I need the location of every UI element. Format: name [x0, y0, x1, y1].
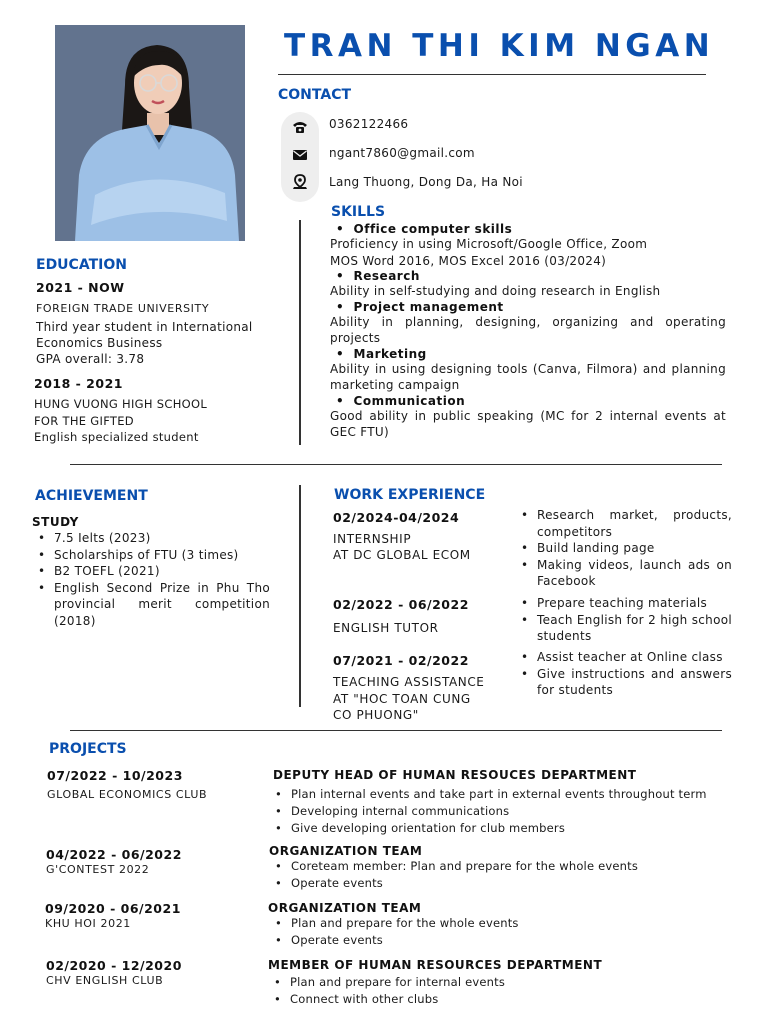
list-item: • Making videos, launch ads on Facebook: [515, 557, 732, 590]
work-role: INTERNSHIP: [333, 532, 412, 546]
list-item: • Operate events: [269, 932, 739, 949]
project-tasks-1: [269, 786, 739, 837]
contact-heading: CONTACT: [278, 87, 352, 103]
skill-title: • Communication: [336, 393, 466, 408]
education-school: HUNG VUONG HIGH SCHOOL: [34, 397, 208, 411]
project-org: GLOBAL ECONOMICS CLUB: [47, 788, 208, 801]
list-item: • English Second Prize in Phu Tho provincial merit competition (2018): [32, 580, 270, 630]
skills-heading: SKILLS: [331, 204, 386, 220]
project-entry-1: [47, 768, 262, 801]
project-tasks-2: [269, 858, 739, 892]
skill-desc: Ability in planning, designing, organizing and operating projects: [330, 314, 726, 345]
work-period: 07/2021 - 02/2022: [333, 653, 469, 668]
skill-title: • Office computer skills: [336, 222, 513, 236]
achievement-subheading: STUDY: [32, 515, 79, 529]
education-heading: EDUCATION: [36, 257, 127, 273]
column-divider-middle: [299, 485, 301, 707]
education-school: FOREIGN TRADE UNIVERSITY: [36, 302, 210, 315]
work-period: 02/2022 - 06/2022: [333, 597, 469, 612]
project-period: 07/2022 - 10/2023: [47, 768, 183, 783]
work-role: ENGLISH TUTOR: [333, 621, 439, 635]
column-divider-top: [299, 220, 301, 445]
list-item: • Teach English for 2 high school students: [515, 612, 732, 645]
education-detail: Third year student in International Economics Business: [36, 320, 253, 350]
skill-desc: Ability in using designing tools (Canva, Filmora) and planning marketing campaign: [330, 361, 726, 392]
section-divider-2: [70, 730, 722, 731]
skill-title: • Research: [336, 269, 420, 283]
list-item: • Assist teacher at Online class: [515, 649, 732, 666]
education-detail: GPA overall: 3.78: [36, 352, 145, 366]
list-item: • Operate events: [269, 875, 739, 892]
project-role: DEPUTY HEAD OF HUMAN RESOUCES DEPARTMENT: [273, 768, 637, 782]
work-role: CO PHUONG": [333, 708, 419, 722]
projects-heading: PROJECTS: [49, 741, 127, 757]
phone-icon: [290, 118, 310, 136]
work-heading: WORK EXPERIENCE: [334, 487, 486, 503]
mail-icon: [290, 146, 310, 164]
list-item: • Developing internal communications: [269, 803, 739, 820]
list-item: • Plan internal events and take part in external events throughout term: [269, 786, 739, 803]
project-entry-3: [45, 901, 260, 930]
education-section: [36, 280, 272, 446]
education-period: 2018 - 2021: [34, 376, 123, 391]
work-tasks-2: [515, 595, 732, 645]
list-item: • Research market, products, competitors: [515, 507, 732, 540]
education-detail: FOR THE GIFTED: [34, 413, 134, 428]
list-item: • 7.5 Ielts (2023): [32, 530, 270, 547]
project-org: KHU HOI 2021: [45, 917, 131, 930]
skill-desc: Good ability in public speaking (MC for 2 internal events at GEC FTU): [330, 408, 726, 439]
work-tasks-3: [515, 649, 732, 699]
contact-email[interactable]: ngant7860@gmail.com: [329, 146, 475, 160]
work-period: 02/2024-04/2024: [333, 510, 460, 525]
work-entry-3: [333, 653, 513, 724]
work-entry-2: [333, 597, 513, 636]
skill-title: • Project management: [336, 299, 504, 314]
contact-phone[interactable]: 0362122466: [329, 117, 409, 131]
achievement-list: [32, 530, 270, 629]
work-tasks-1: [515, 507, 732, 590]
project-entry-4: [46, 958, 261, 987]
portrait-image: [55, 25, 245, 241]
list-item: • Scholarships of FTU (3 times): [32, 547, 270, 564]
skill-desc: MOS Word 2016, MOS Excel 2016 (03/2024): [330, 253, 607, 268]
project-org: CHV ENGLISH CLUB: [46, 974, 164, 987]
full-name: TRAN THI KIM NGAN: [284, 28, 715, 64]
list-item: • Give instructions and answers for students: [515, 666, 732, 699]
skill-title: • Marketing: [336, 346, 427, 361]
project-org: G'CONTEST 2022: [46, 863, 150, 876]
project-role: MEMBER OF HUMAN RESOURCES DEPARTMENT: [268, 958, 603, 972]
list-item: • Build landing page: [515, 540, 732, 557]
work-entry-1: [333, 510, 513, 563]
education-detail: English specialized student: [34, 430, 199, 444]
project-role: ORGANIZATION TEAM: [268, 901, 422, 915]
section-divider-1: [70, 464, 722, 465]
list-item: • Connect with other clubs: [268, 991, 738, 1008]
project-period: 09/2020 - 06/2021: [45, 901, 181, 916]
work-role: AT DC GLOBAL ECOM: [333, 548, 471, 562]
project-period: 02/2020 - 12/2020: [46, 958, 182, 973]
profile-photo: [55, 25, 245, 241]
list-item: • Prepare teaching materials: [515, 595, 732, 612]
work-role: TEACHING ASSISTANCE: [333, 675, 485, 689]
project-entry-2: [46, 847, 261, 876]
skill-desc: Proficiency in using Microsoft/Google Office, Zoom: [330, 237, 648, 251]
project-period: 04/2022 - 06/2022: [46, 847, 182, 862]
location-icon: [290, 173, 310, 191]
name-underline: [278, 74, 706, 75]
project-role: ORGANIZATION TEAM: [269, 844, 423, 858]
achievement-heading: ACHIEVEMENT: [35, 488, 148, 504]
list-item: • Coreteam member: Plan and prepare for the whole events: [269, 858, 739, 875]
list-item: • Plan and prepare for internal events: [268, 974, 738, 991]
project-tasks-4: [268, 974, 738, 1008]
list-item: • Plan and prepare for the whole events: [269, 915, 739, 932]
education-period: 2021 - NOW: [36, 280, 125, 295]
contact-address: Lang Thuong, Dong Da, Ha Noi: [329, 175, 523, 189]
project-tasks-3: [269, 915, 739, 949]
list-item: • B2 TOEFL (2021): [32, 563, 270, 580]
skill-desc: Ability in self-studying and doing research in English: [330, 284, 661, 298]
list-item: • Give developing orientation for club members: [269, 820, 739, 837]
skills-section: [330, 222, 726, 441]
work-role: AT "HOC TOAN CUNG: [333, 691, 471, 706]
